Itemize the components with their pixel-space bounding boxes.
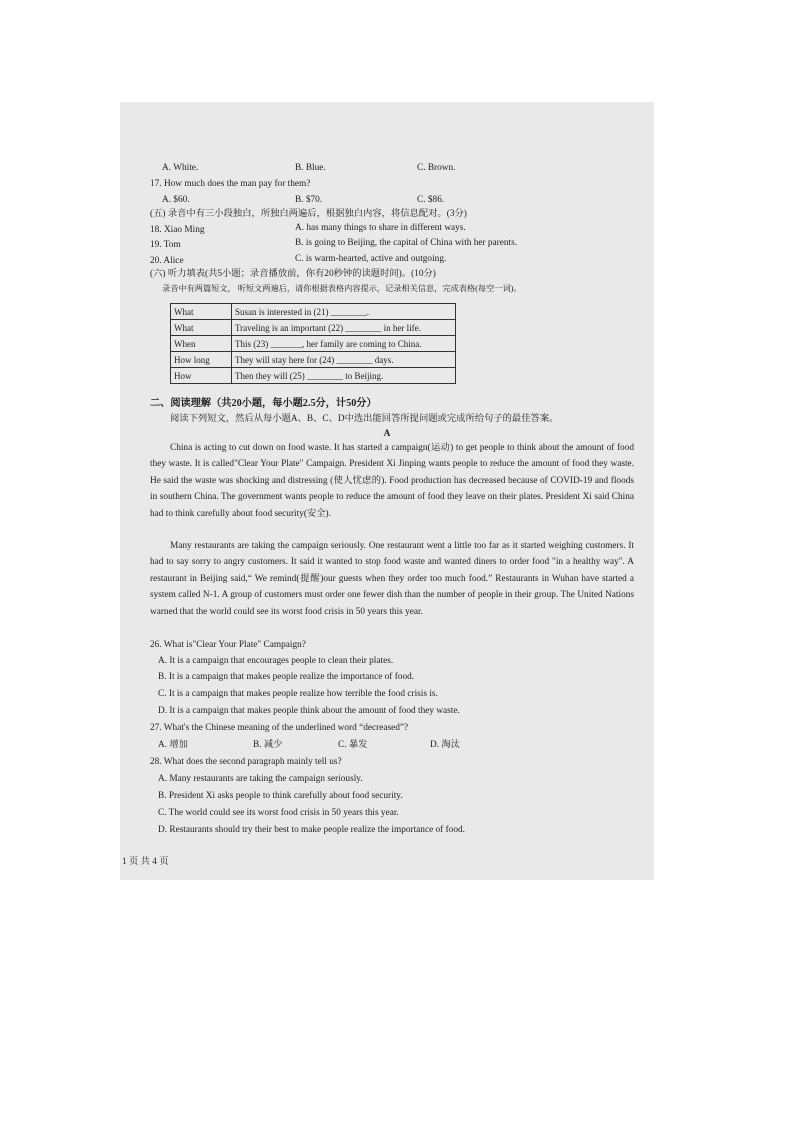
q27-option-a: A. 增加 (158, 740, 188, 750)
q16-option-a: A. White. (162, 163, 199, 173)
exam-page-photo (120, 102, 654, 880)
q28-option-c: C. The world could see its worst food crisis in 50 years this year. (158, 808, 399, 818)
part2-instruction: 阅读下列短文，然后从每小题A、B、C、D中选出能回答所提问题或完成所给句子的最佳答案。 (170, 414, 559, 424)
q26-option-c: C. It is a campaign that makes people realize how terrible the food crisis is. (158, 689, 438, 699)
passage-paragraph-2: Many restaurants are taking the campaign seriously. One restaurant went a little too far as it started weighing customers. It had to say sorry to angry customers. It said it wanted to stop food waste and wanted diners to order food "in a healthy way". A restaurant in Beijing said,“ We remind(提醒)our guests when they order too much food.” Restaurants in Wuhan have started a system called N-1. A group of customers must order one fewer dish than the number of people in their group. The United Nations warned that the world could see its worst food crisis in 50 years this year. (150, 541, 634, 617)
section6-instruction: 录音中有两篇短文， 听短文两遍后，请你根据表格内容提示，记录相关信息，完成表格(每空一词)。 (162, 284, 522, 293)
table-value: They will stay here for (24) ________ days. (232, 352, 456, 368)
q28-option-d: D. Restaurants should try their best to make people realize the importance of food. (158, 825, 465, 835)
q28-option-b: B. President Xi asks people to think carefully about food security. (158, 791, 403, 801)
passage-label: A (383, 429, 391, 439)
page-footer: 1 页 共 4 页 (122, 857, 169, 867)
table-row (171, 368, 456, 384)
listening-fill-table (170, 303, 456, 384)
q27-option-c: C. 暴发 (338, 740, 368, 750)
match-left-18: 18. Xiao Ming (150, 225, 205, 235)
q27-question: 27. What's the Chinese meaning of the underlined word “decreased”? (150, 723, 409, 733)
match-left-20: 20. Alice (150, 256, 184, 266)
q16-option-c: C. Brown. (417, 163, 456, 173)
section5-title: (五) 录音中有三小段独白，所独白两遍后，根据独白内容，将信息配对。(3分) (150, 209, 467, 219)
q17-option-a: A. $60. (162, 195, 190, 205)
table-key: How long (171, 352, 232, 368)
match-right-a: A. has many things to share in different ways. (295, 223, 466, 233)
table-key: When (171, 336, 232, 352)
q17-option-b: B. $70. (295, 195, 323, 205)
table-key: How (171, 368, 232, 384)
q27-option-b: B. 减少 (253, 740, 283, 750)
q26-option-b: B. It is a campaign that makes people realize the importance of food. (158, 672, 415, 682)
table-value: Susan is interested in (21) ________. (232, 304, 456, 320)
q26-option-d: D. It is a campaign that makes people think about the amount of food they waste. (158, 706, 460, 716)
table-key: What (171, 320, 232, 336)
q27-option-d: D. 淘汰 (430, 740, 460, 750)
match-right-c: C. is warm-hearted, active and outgoing. (295, 254, 447, 264)
table-row (171, 352, 456, 368)
section6-title: (六) 听力填表(共5小题；录音播放前，你有20秒钟的读题时间)。(10分) (150, 269, 436, 279)
q28-option-a: A. Many restaurants are taking the campaign seriously. (158, 774, 363, 784)
q26-option-a: A. It is a campaign that encourages people to clean their plates. (158, 656, 394, 666)
table-row (171, 304, 456, 320)
table-key: What (171, 304, 232, 320)
q28-question: 28. What does the second paragraph mainly tell us? (150, 757, 342, 767)
table-row (171, 320, 456, 336)
table-value: Then they will (25) ________ to Beijing. (232, 368, 456, 384)
part2-title: 二、阅读理解（共20小题，每小题2.5分，计50分） (150, 398, 377, 409)
table-row (171, 336, 456, 352)
q16-option-b: B. Blue. (295, 163, 326, 173)
match-left-19: 19. Tom (150, 240, 181, 250)
q17-option-c: C. $86. (417, 195, 445, 205)
q26-question: 26. What is"Clear Your Plate" Campaign? (150, 640, 306, 650)
table-value: This (23) _______, her family are coming to China. (232, 336, 456, 352)
table-value: Traveling is an important (22) ________ in her life. (232, 320, 456, 336)
passage-paragraph-1: China is acting to cut down on food waste. It has started a campaign(运动) to get people to think about the amount of food they waste. It is called"Clear Your Plate" Campaign. President Xi Jinping wants people to reduce the amount of food they waste. He said the waste was shocking and distressing (使人忧虑的). Food production has decreased because of COVID-19 and floods in southern China. The government wants people to reduce the amount of food they leave on their plates. President Xi said China had to think carefully about food security(安全). (150, 443, 634, 519)
q17-question: 17. How much does the man pay for them? (150, 179, 311, 189)
match-right-b: B. is going to Beijing, the capital of China with her parents. (295, 238, 518, 248)
